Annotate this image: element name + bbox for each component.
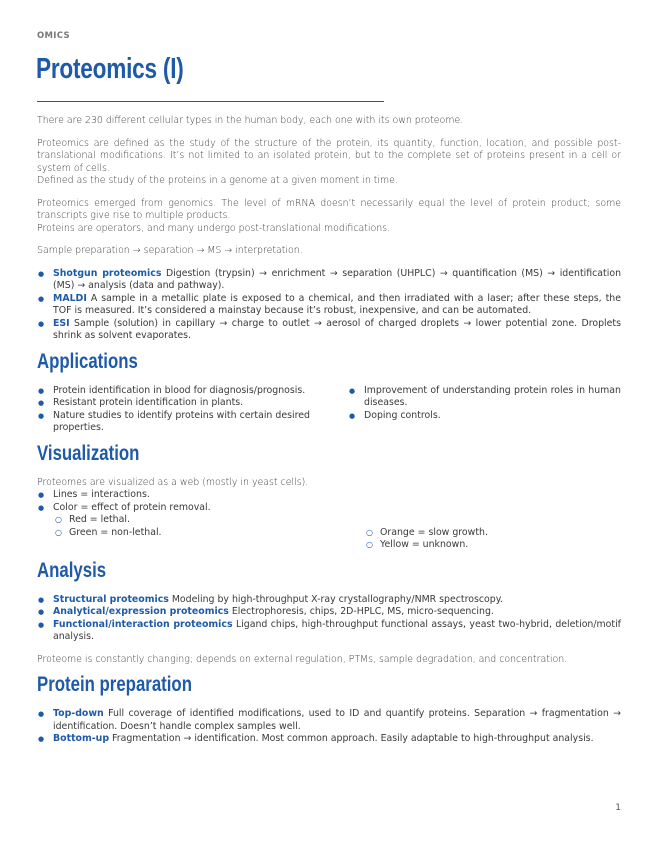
list-item — [37, 619, 621, 644]
analysis-text: Modeling by high-throughput X-ray crystallography/NMR spectroscopy. — [171, 593, 503, 605]
method-text: Sample (solution) in capillary → charge to outlet → aerosol of charged droplets → lower potential zone. Droplets shrink as solvent evaporates. — [53, 317, 621, 341]
applications-heading: Applications — [37, 349, 138, 373]
analysis-term: Analytical/expression proteomics — [53, 606, 229, 617]
method-term: MALDI — [53, 292, 87, 304]
intro-paragraph: There are 230 different cellular types in the human body, each one with its own proteome. — [37, 115, 464, 126]
visualization-intro: Proteomes are visualized as a web (mostly in yeast cells). — [37, 476, 309, 488]
list-item: ● Nature studies to identify proteins with certain desired properties. — [37, 410, 310, 435]
analysis-heading: Analysis — [37, 558, 107, 582]
analysis-text: Electrophoresis, chips, 2D-HPLC, MS, micro-sequencing. — [231, 606, 494, 617]
origin-line: Proteins are operators, and many undergo post-translational modifications. — [37, 222, 391, 234]
method-term: Shotgun proteomics — [53, 267, 162, 279]
sub-list-item: ○ Green = non-lethal. — [37, 527, 310, 540]
definition-paragraph: Proteomics are defined as the study of the structure of the protein, its quantity, function, location, and possible post-translational modifications. It’s not limited to an isolated protein, but to the complete set of proteins present in a cell or system of cells. — [37, 137, 621, 174]
workflow-line: Sample preparation → separation → MS → interpretation. — [37, 245, 303, 256]
document-body — [37, 115, 621, 746]
title-underline — [37, 101, 384, 102]
applications-right-list — [348, 385, 621, 435]
applications-left-list — [37, 385, 310, 435]
list-item — [37, 733, 621, 746]
sub-list-item: ○ Orange = slow growth. — [348, 527, 621, 540]
visualization-heading: Visualization — [37, 441, 140, 465]
preparation-term: Bottom-up — [53, 733, 110, 744]
list-item — [37, 268, 621, 293]
method-text: A sample in a metallic plate is exposed to a chemical, and then irradiated with a laser; after these steps, the TOF is measured. It’s considered a mainstay because it’s robust, inexpensive, and can be automated. — [53, 292, 621, 316]
analysis-note: Proteome is constantly changing; depends on external regulation, PTMs, sample degradation, and concentration. — [37, 653, 568, 665]
preparation-heading: Protein preparation — [37, 673, 192, 696]
list-item: ● Resistant protein identification in plants. — [37, 397, 310, 410]
analysis-term: Structural proteomics — [53, 593, 169, 605]
applications-columns — [37, 385, 621, 435]
list-item — [37, 594, 621, 607]
preparation-text: Full coverage of identified modifications, used to ID and quantify proteins. Separation → fragmentation → identification. Doesn’t handle complex samples well. — [53, 708, 621, 732]
definition-line: Defined as the study of the proteins in a genome at a given moment in time. — [37, 175, 398, 186]
list-item: ● Color = effect of protein removal. — [37, 502, 621, 515]
list-item: ● Improvement of understanding protein roles in human diseases. — [348, 385, 621, 410]
analysis-list — [37, 594, 621, 644]
page-number: 1 — [615, 803, 621, 813]
color-legend-right — [348, 514, 621, 552]
color-legend-columns — [37, 514, 621, 552]
analysis-term: Functional/interaction proteomics — [53, 618, 233, 630]
preparation-term: Top-down — [53, 708, 104, 719]
origin-paragraph: Proteomics emerged from genomics. The level of mRNA doesn’t necessarily equal the level of protein product; some transcripts give rise to multiple products. — [37, 197, 621, 221]
color-legend-left — [37, 514, 310, 552]
list-item — [37, 293, 621, 318]
method-term: ESI — [53, 317, 70, 329]
preparation-list — [37, 708, 621, 746]
visualization-list — [37, 489, 621, 514]
list-item: ● Lines = interactions. — [37, 489, 621, 502]
methods-list — [37, 268, 621, 343]
list-item: ● Doping controls. — [348, 410, 621, 423]
list-item — [37, 708, 621, 733]
list-item: ● Protein identification in blood for diagnosis/prognosis. — [37, 385, 310, 398]
method-text: Digestion (trypsin) → enrichment → separation (UHPLC) → quantification (MS) → identification (MS) → analysis (data and pathway). — [53, 267, 622, 291]
sub-list-item: ○ Red = lethal. — [37, 514, 310, 527]
analysis-text: Ligand chips, high-throughput functional assays, yeast two-hybrid, deletion/motif analysis. — [53, 618, 621, 642]
sub-list-item: ○ Yellow = unknown. — [348, 539, 621, 552]
list-item — [37, 606, 621, 619]
list-item — [37, 318, 621, 343]
preparation-text: Fragmentation → identification. Most common approach. Easily adaptable to high-throughput analysis. — [112, 733, 594, 744]
section-kicker: OMICS — [37, 31, 70, 41]
page-title: Proteomics (I) — [36, 53, 184, 85]
